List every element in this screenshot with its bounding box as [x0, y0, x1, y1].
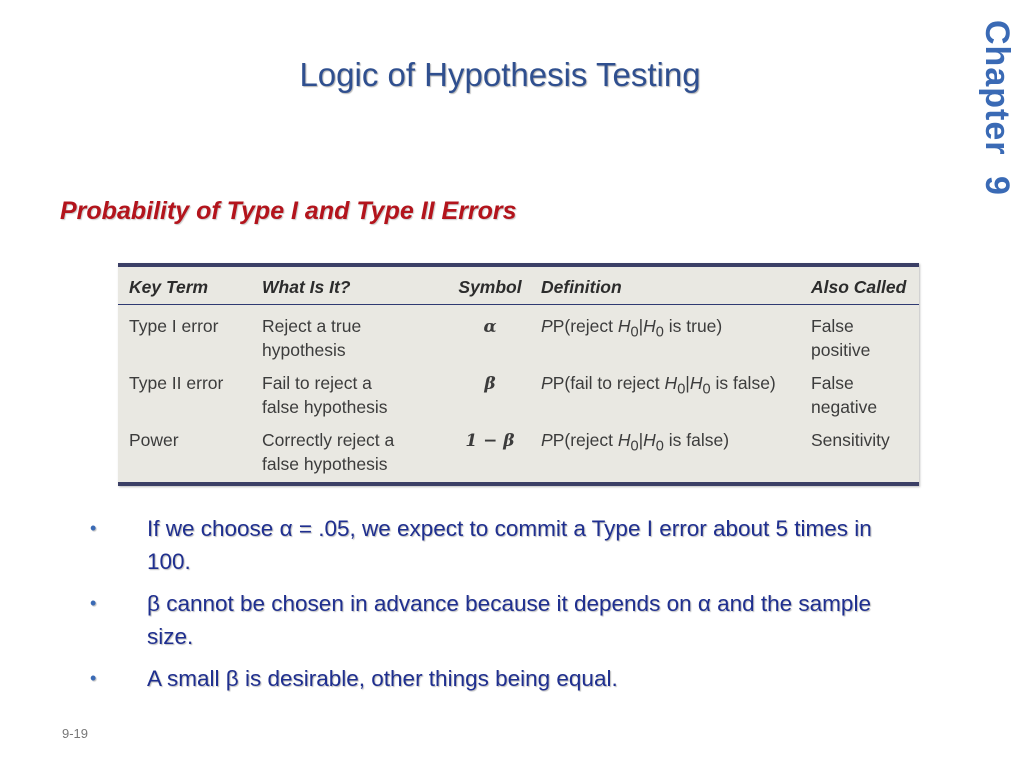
- cell-key-term: Type II error: [129, 373, 224, 393]
- bullet-dot: •: [90, 593, 97, 613]
- list-item: [90, 512, 890, 578]
- def-sub-2: 0: [702, 381, 711, 398]
- list-item: [90, 587, 890, 653]
- bullet-dot: •: [90, 518, 97, 538]
- cell-symbol: [439, 371, 541, 428]
- table-header-row: [118, 267, 919, 305]
- def-part-c: is false): [710, 373, 776, 393]
- header-what-is-it: What Is It?: [262, 267, 439, 305]
- chapter-number: 9: [978, 176, 1016, 197]
- cell-also-called: [811, 371, 919, 428]
- header-symbol: Symbol: [439, 267, 541, 305]
- def-bar: |: [685, 373, 690, 393]
- error-table: [118, 267, 919, 484]
- bullet-text: A small β is desirable, other things being equal.: [147, 666, 618, 691]
- def-h-1: H: [664, 373, 678, 393]
- def-bar: |: [638, 316, 644, 336]
- def-sub-1: 0: [677, 381, 686, 398]
- bullet-text: β cannot be chosen in advance because it depends on α and the sample size.: [147, 591, 871, 649]
- bullet-list: [90, 512, 890, 704]
- def-part-a: P(reject: [552, 430, 618, 450]
- cell-symbol: [439, 305, 541, 372]
- def-sub-1: 0: [630, 324, 639, 341]
- symbol-power: 1 − β: [465, 431, 515, 451]
- header-also-called: Also Called: [811, 267, 919, 305]
- cell-key-term: Power: [129, 430, 179, 450]
- def-sub-2: 0: [655, 324, 664, 341]
- def-bar: |: [638, 430, 644, 450]
- what-line-1: Reject a true: [262, 316, 362, 336]
- def-h-2: H: [643, 316, 656, 336]
- also-line-1: False: [811, 316, 854, 336]
- what-line-1: Correctly reject a: [262, 430, 395, 450]
- also-line-1: Sensitivity: [811, 430, 890, 450]
- cell-symbol: [439, 428, 541, 484]
- cell-what-is-it: [262, 428, 439, 484]
- what-line-1: Fail to reject a: [262, 373, 372, 393]
- header-key-term: Key Term: [118, 267, 262, 305]
- also-line-1: False: [811, 373, 854, 393]
- def-h-1: H: [617, 316, 631, 336]
- bullet-dot: •: [90, 668, 97, 688]
- bullet-text: If we choose α = .05, we expect to commit a Type I error about 5 times in 100.: [147, 516, 872, 574]
- table-row: [118, 428, 919, 484]
- table-row: [118, 371, 919, 428]
- def-h-2: H: [689, 373, 703, 393]
- also-line-2: positive: [811, 340, 871, 360]
- what-line-2: false hypothesis: [262, 397, 388, 417]
- table-row: [118, 305, 919, 372]
- symbol-alpha: α: [483, 317, 497, 337]
- chapter-label: [970, 8, 1016, 208]
- error-types-table: [118, 263, 919, 486]
- cell-also-called: [811, 305, 919, 372]
- also-line-2: negative: [811, 397, 878, 417]
- cell-definition: PP(reject $H_0|H_0$ is true): [541, 316, 723, 341]
- def-part-c: is true): [663, 316, 723, 336]
- def-h-1: H: [617, 430, 631, 450]
- cell-definition: PP(reject $H_0|H_0$ is false): [541, 430, 730, 455]
- cell-also-called: [811, 428, 919, 484]
- what-line-2: hypothesis: [262, 340, 346, 360]
- list-item: [90, 662, 890, 695]
- symbol-beta: β: [484, 374, 496, 394]
- def-part-c: is false): [663, 430, 730, 450]
- header-definition: Definition: [541, 267, 811, 305]
- cell-what-is-it: [262, 371, 439, 428]
- what-line-2: false hypothesis: [262, 454, 388, 474]
- slide-number: 9-19: [62, 726, 89, 741]
- def-part-a: P(reject: [552, 316, 618, 336]
- cell-what-is-it: [262, 305, 439, 372]
- def-sub-1: 0: [630, 438, 639, 455]
- cell-definition: PP(fail to reject $H_0|H_0$ is false): [541, 373, 776, 398]
- slide-title: Logic of Hypothesis Testing: [299, 56, 701, 93]
- cell-key-term: Type I error: [129, 316, 219, 336]
- def-sub-2: 0: [655, 438, 664, 455]
- section-heading: Probability of Type I and Type II Errors: [60, 197, 517, 225]
- def-h-2: H: [643, 430, 656, 450]
- chapter-word: Chapter: [978, 19, 1016, 156]
- def-part-a: P(fail to reject: [552, 373, 665, 393]
